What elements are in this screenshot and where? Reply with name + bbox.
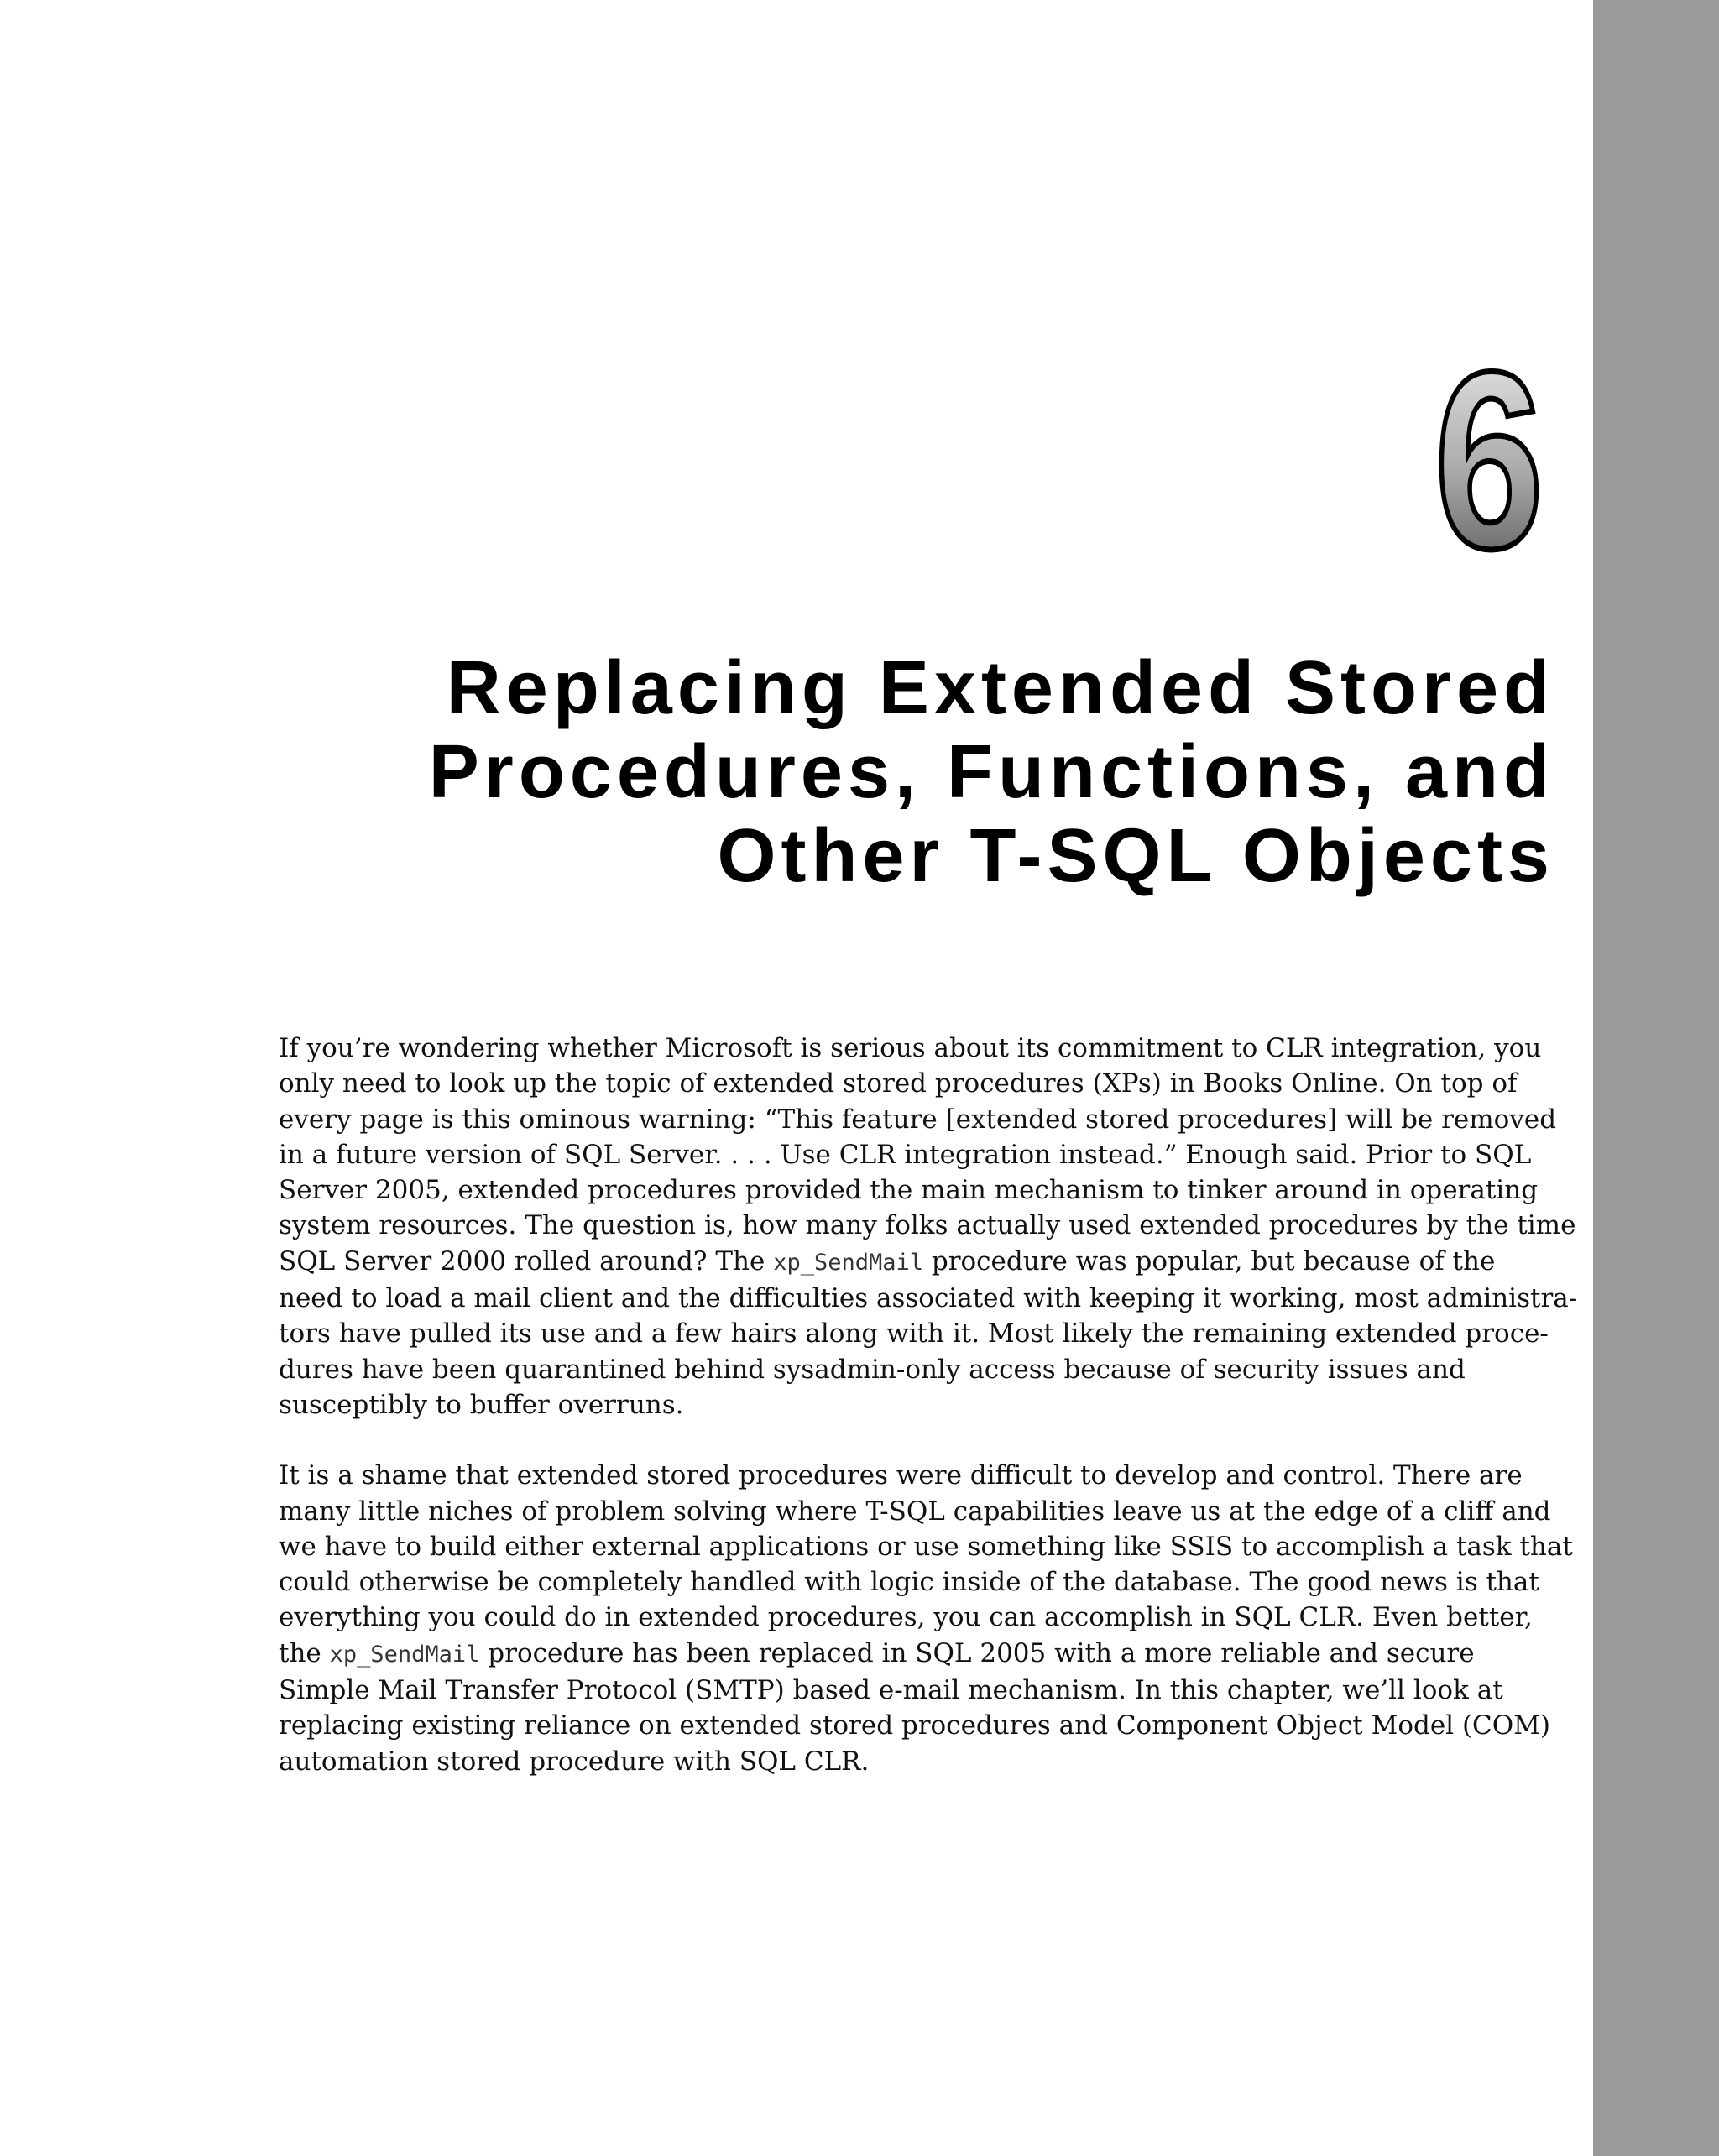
text-line bbox=[279, 1494, 1551, 1529]
text-segment: everything you could do in extended procedures, you can accomplish in SQL CLR. Even better, bbox=[279, 1602, 1533, 1633]
paragraph bbox=[279, 1458, 1573, 1779]
chapter-number-text: 6 bbox=[1434, 344, 1544, 596]
text-segment: system resources. The question is, how many folks actually used extended procedures by the time bbox=[279, 1210, 1576, 1241]
text-line bbox=[279, 1529, 1573, 1564]
text-line bbox=[279, 1387, 1529, 1423]
text-segment: If you’re wondering whether Microsoft is serious about its commitment to CLR integration, you bbox=[279, 1033, 1542, 1063]
text-segment: tors have pulled its use and a few hairs along with it. Most likely the remaining extended proce- bbox=[279, 1318, 1549, 1349]
chapter-title-line: Other T-SQL Objects bbox=[717, 814, 1554, 898]
text-segment: procedure has been replaced in SQL 2005 with a more reliable and secure bbox=[488, 1637, 1475, 1668]
paragraph bbox=[279, 1031, 1578, 1423]
text-segment: many little niches of problem solving where T-SQL capabilities leave us at the edge of a cliff and bbox=[279, 1496, 1551, 1527]
text-segment: Simple Mail Transfer Protocol (SMTP) based e-mail mechanism. In this chapter, we’ll look at bbox=[279, 1675, 1503, 1706]
text-segment: only need to look up the topic of extended stored procedures (XPs) in Books Online. On top of bbox=[279, 1068, 1518, 1099]
inline-code: xp_SendMail bbox=[773, 1249, 923, 1276]
text-line bbox=[279, 1564, 1539, 1600]
text-segment: SQL Server 2000 rolled around? The bbox=[279, 1245, 774, 1276]
text-line bbox=[279, 1708, 1551, 1743]
text-line bbox=[279, 1208, 1576, 1243]
chapter-title-line: Replacing Extended Stored bbox=[446, 646, 1554, 730]
text-line bbox=[279, 1031, 1542, 1066]
chapter-title bbox=[212, 646, 1554, 898]
text-line bbox=[279, 1673, 1529, 1708]
text-segment: Server 2005, extended procedures provided the main mechanism to tinker around in operating bbox=[279, 1175, 1539, 1206]
chapter-title-line: Procedures, Functions, and bbox=[428, 730, 1554, 814]
text-segment: replacing existing reliance on extended stored procedures and Component Object Model (COM) bbox=[279, 1710, 1551, 1741]
text-line bbox=[279, 1636, 1529, 1673]
text-segment: susceptibly to buffer overruns. bbox=[279, 1389, 684, 1420]
text-line bbox=[279, 1281, 1578, 1316]
chapter-intro bbox=[279, 1031, 1578, 1814]
text-segment: procedure was popular, but because of the bbox=[931, 1245, 1496, 1276]
page-edge-tab bbox=[1593, 0, 1719, 2156]
text-segment: need to load a mail client and the difficulties associated with keeping it working, most administra- bbox=[279, 1283, 1578, 1314]
text-segment: could otherwise be completely handled with logic inside of the database. The good news is that bbox=[279, 1567, 1539, 1598]
text-line bbox=[279, 1137, 1532, 1172]
text-line bbox=[279, 1066, 1529, 1101]
text-segment: every page is this ominous warning: “This feature [extended stored procedures] will be removed bbox=[279, 1104, 1557, 1135]
chapter-number bbox=[1427, 344, 1551, 596]
text-line bbox=[279, 1102, 1557, 1137]
text-line bbox=[279, 1244, 1529, 1281]
text-line bbox=[279, 1352, 1529, 1387]
text-line bbox=[279, 1458, 1529, 1493]
text-segment: the bbox=[279, 1637, 330, 1668]
text-line bbox=[279, 1172, 1539, 1208]
text-segment: dures have been quarantined behind sysadmin-only access because of security issues and bbox=[279, 1354, 1466, 1385]
text-segment: we have to build either external applications or use something like SSIS to accomplish a task that bbox=[279, 1531, 1573, 1562]
text-line bbox=[279, 1316, 1549, 1351]
text-segment: It is a shame that extended stored procedures were difficult to develop and control. There are bbox=[279, 1460, 1523, 1491]
text-segment: in a future version of SQL Server. . . . Use CLR integration instead.” Enough said. Prior to SQL bbox=[279, 1139, 1532, 1170]
chapter-number-graphic bbox=[1427, 344, 1551, 596]
inline-code: xp_SendMail bbox=[329, 1641, 480, 1668]
text-line bbox=[279, 1600, 1533, 1635]
text-line bbox=[279, 1744, 1529, 1779]
text-segment: automation stored procedure with SQL CLR. bbox=[279, 1746, 870, 1777]
